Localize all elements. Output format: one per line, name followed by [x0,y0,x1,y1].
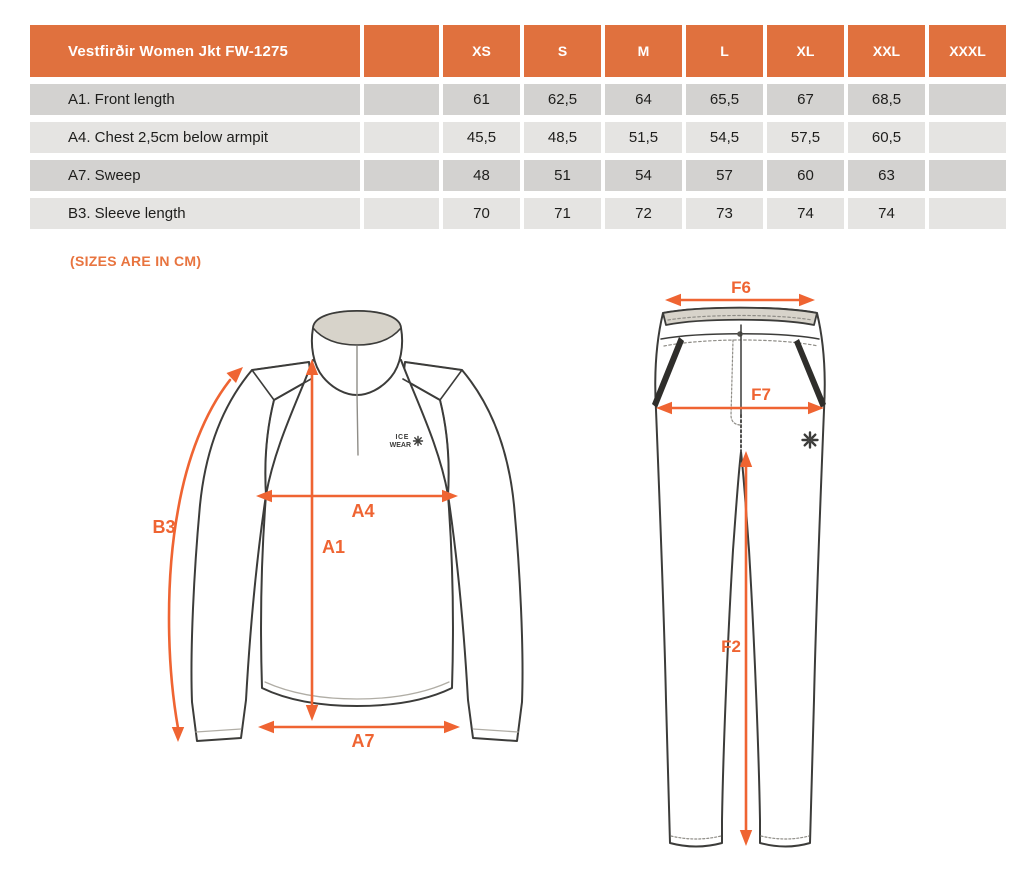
value-cell: 74 [767,198,844,229]
value-cell: 48 [443,160,520,191]
inseam-label: F2 [721,637,741,656]
table-header-row [30,25,1006,77]
value-cell [929,160,1006,191]
value-cell: 54 [605,160,682,191]
chest-label: A4 [351,501,375,521]
value-cell: 57,5 [767,122,844,153]
value-cell: 64 [605,84,682,115]
value-cell: 73 [686,198,763,229]
row-spacer-cell [364,160,439,191]
value-cell: 63 [848,160,925,191]
pants-diagram [652,308,826,847]
snowflake-icon [803,433,818,448]
size-header-s: S [524,25,601,77]
row-label: A1. Front length [30,84,360,115]
row-label: A7. Sweep [30,160,360,191]
value-cell: 51 [524,160,601,191]
value-cell: 61 [443,84,520,115]
measurement-diagram [0,280,1034,890]
value-cell [929,122,1006,153]
row-label: A4. Chest 2,5cm below armpit [30,122,360,153]
jacket-logo-line1: ICE [395,434,409,441]
size-header-l: L [686,25,763,77]
size-header-xxl: XXL [848,25,925,77]
size-header-xl: XL [767,25,844,77]
table-row [30,122,1006,153]
row-spacer-cell [364,84,439,115]
value-cell: 70 [443,198,520,229]
value-cell: 74 [848,198,925,229]
value-cell: 48,5 [524,122,601,153]
table-row [30,160,1006,191]
jacket-diagram [191,311,522,741]
snowflake-icon [414,437,423,446]
table-row [30,198,1006,229]
pants-button [737,331,743,337]
sweep-label: A7 [351,731,375,751]
value-cell: 62,5 [524,84,601,115]
value-cell: 51,5 [605,122,682,153]
value-cell: 60 [767,160,844,191]
value-cell: 68,5 [848,84,925,115]
value-cell: 57 [686,160,763,191]
front-length-label: A1 [322,537,346,557]
value-cell [929,84,1006,115]
value-cell: 72 [605,198,682,229]
size-header-xs: XS [443,25,520,77]
size-header-m: M [605,25,682,77]
size-header-xxxl: XXXL [929,25,1006,77]
header-spacer-cell [364,25,439,77]
sleeve-length-label: B3 [152,517,176,537]
value-cell: 65,5 [686,84,763,115]
table-title: Vestfirðir Women Jkt FW-1275 [30,25,360,77]
hip-label: F7 [751,385,771,404]
jacket-logo-line2: WEAR [389,442,411,449]
value-cell: 60,5 [848,122,925,153]
value-cell: 54,5 [686,122,763,153]
waist-label: F6 [731,280,751,297]
row-spacer-cell [364,198,439,229]
size-table [26,18,1010,236]
table-row [30,84,1006,115]
value-cell [929,198,1006,229]
pants-outline [655,308,824,847]
value-cell: 67 [767,84,844,115]
units-note: (SIZES ARE IN CM) [70,253,202,269]
value-cell: 71 [524,198,601,229]
row-label: B3. Sleeve length [30,198,360,229]
row-spacer-cell [364,122,439,153]
value-cell: 45,5 [443,122,520,153]
